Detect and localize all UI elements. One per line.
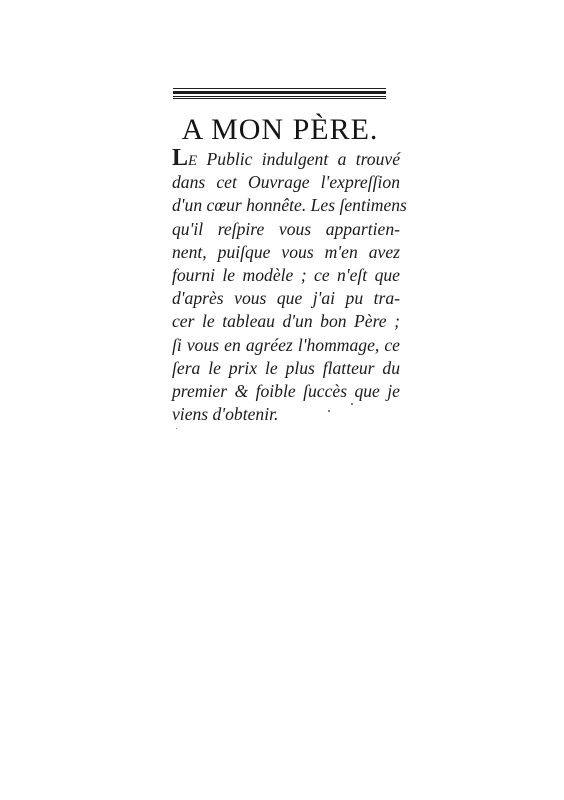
ornament-thin-rule-bottom bbox=[173, 98, 386, 99]
dedication-line-4: qu'il reſpire vous appartien- bbox=[172, 218, 400, 239]
dedication-line-6: fourni le modèle ; ce n'eſt que bbox=[172, 264, 400, 285]
ink-speck bbox=[328, 410, 330, 412]
dedication-body bbox=[172, 145, 407, 426]
ornament-thin-rule-middle bbox=[173, 96, 386, 97]
dedication-line-12: viens d'obtenir. bbox=[172, 404, 279, 425]
ink-speck bbox=[176, 428, 177, 429]
dedication-line-9: ſi vous en agréez l'hommage, ce bbox=[172, 334, 400, 355]
dedication-line-10: ſera le prix le plus flatteur du bbox=[172, 357, 400, 378]
ornament-thin-rule-top bbox=[173, 88, 386, 89]
ink-speck bbox=[351, 403, 353, 405]
first-word-rest: E bbox=[188, 153, 198, 169]
dedication-line-8: cer le tableau d'un bon Père ; bbox=[172, 311, 400, 332]
dedication-line-11: premier & foible ſuccès que je bbox=[172, 380, 400, 401]
dedication-line-5: nent, puiſque vous m'en avez bbox=[172, 241, 400, 262]
dedication-line-3: d'un cœur honnête. Les ſentimens bbox=[172, 195, 407, 216]
dedication-line-1 bbox=[172, 145, 401, 171]
dedication-line-2: dans cet Ouvrage l'expreſſion bbox=[172, 172, 400, 193]
dedication-line-7: d'après vous que j'ai pu tra- bbox=[172, 288, 400, 309]
dedication-line-1-text: Public indulgent a trouvé bbox=[206, 149, 401, 169]
dedication-title: A MON PÈRE. bbox=[181, 113, 379, 146]
drop-cap: L bbox=[172, 145, 189, 171]
header-ornament-rule bbox=[173, 88, 386, 100]
ornament-thick-rule bbox=[173, 91, 386, 94]
